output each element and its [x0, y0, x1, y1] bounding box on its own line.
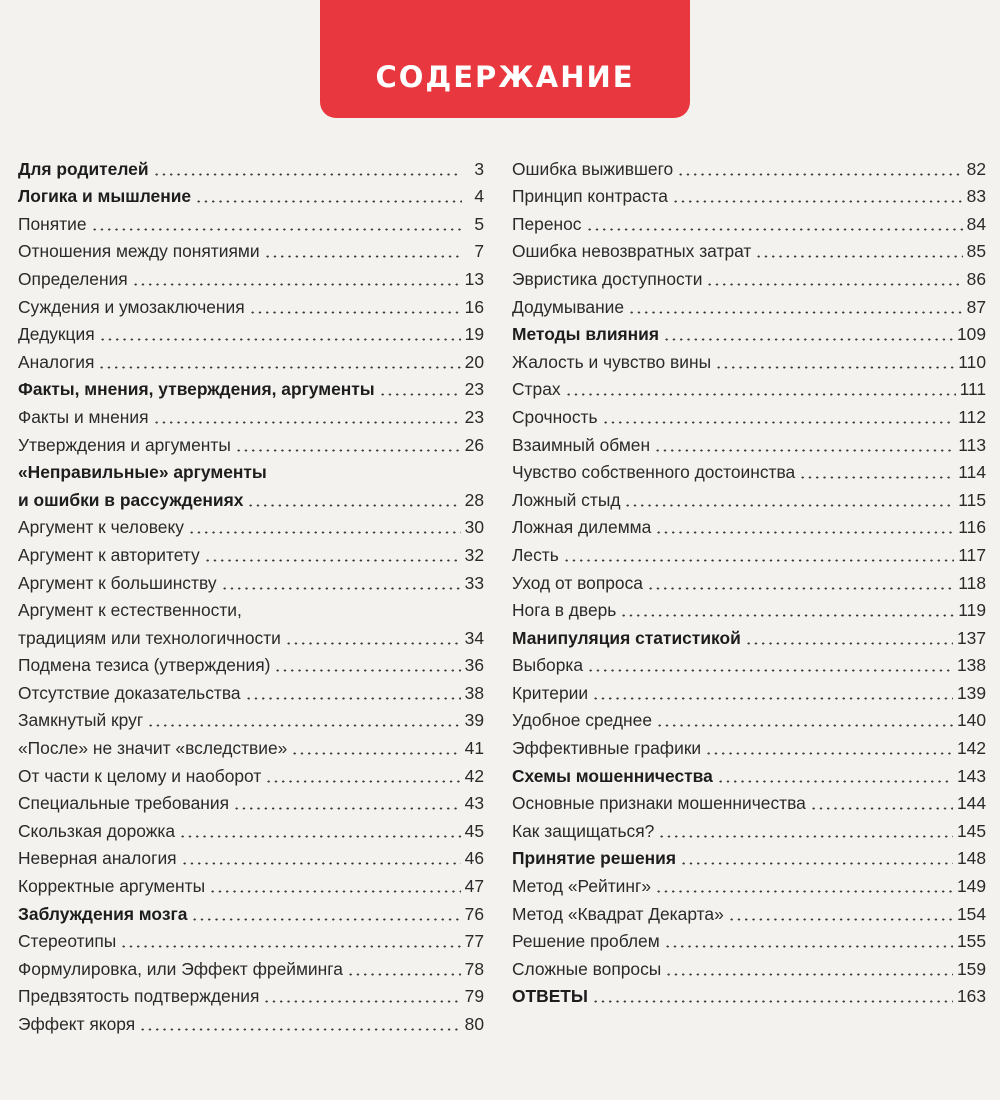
toc-page-number: 36: [464, 655, 484, 676]
toc-entry-label: Эффект якоря: [18, 1014, 136, 1034]
toc-page-number: 163: [956, 986, 986, 1007]
toc-entry-label: Уход от вопроса: [512, 572, 643, 593]
toc-entry-label: Лесть: [512, 544, 559, 565]
toc-entry-label: Аргумент к естественности,: [18, 600, 242, 621]
toc-page-number: 83: [966, 186, 986, 207]
toc-entry-label: Ложная дилемма: [512, 517, 652, 538]
dot-leader: [665, 973, 953, 976]
toc-entry-label: ОТВЕТЫ: [512, 986, 588, 1007]
toc-entry-label: Логика и мышление: [18, 186, 192, 207]
toc-entry-label: Основные признаки мошенничества: [512, 793, 806, 814]
dot-leader: [563, 559, 954, 562]
toc-entry-label: Специальные требования: [18, 793, 230, 814]
toc-entry-label: Удобное среднее: [512, 710, 652, 731]
toc-page-number: 143: [956, 765, 986, 786]
toc-entry: [18, 842, 484, 870]
toc-page-number: 111: [959, 379, 986, 400]
dot-leader: [663, 338, 953, 341]
toc-page-number: 79: [464, 986, 484, 1007]
page-title: СОДЕРЖАНИЕ: [375, 60, 635, 94]
toc-page-number: 26: [464, 434, 484, 455]
toc-entry: [512, 787, 986, 815]
toc-entry: [512, 511, 986, 539]
toc-right-column: [512, 152, 986, 1007]
toc-entry: [18, 621, 484, 649]
dot-leader: [745, 642, 953, 645]
toc-section-heading: [512, 759, 986, 787]
dot-leader: [274, 669, 460, 672]
toc-entry: [512, 566, 986, 594]
toc-section-heading: [512, 842, 986, 870]
dot-leader: [565, 393, 956, 396]
dot-leader: [592, 1000, 953, 1003]
toc-page-number: 33: [464, 572, 484, 593]
toc-entry: [512, 290, 986, 318]
toc-entry: [512, 483, 986, 511]
dot-leader: [728, 918, 953, 921]
toc-page-number: 119: [958, 600, 986, 621]
toc-page-number: 113: [958, 434, 986, 455]
toc-entry: [18, 925, 484, 953]
toc-page-number: 47: [464, 876, 484, 897]
toc-entry: [512, 400, 986, 428]
toc-entry: [512, 373, 986, 401]
dot-leader: [233, 807, 461, 810]
toc-entry: [512, 676, 986, 704]
toc-entry-label: Манипуляция статистикой: [512, 627, 741, 648]
toc-entry-label: Корректные аргументы: [18, 876, 206, 897]
dot-leader: [132, 283, 461, 286]
toc-entry: [18, 566, 484, 594]
toc-entry-label: Решение проблем: [512, 931, 660, 952]
toc-section-heading: [18, 897, 484, 925]
toc-page-number: 42: [464, 765, 484, 786]
toc-page-number: 19: [464, 324, 484, 345]
toc-entry: [18, 538, 484, 566]
toc-entry-label: Ошибка невозвратных затрат: [512, 241, 752, 262]
toc-entry: [18, 649, 484, 677]
toc-entry: [18, 980, 484, 1008]
toc-section-heading: [18, 373, 484, 401]
toc-entry-label: Отсутствие доказательства: [18, 682, 241, 703]
toc-page-number: 112: [958, 406, 986, 427]
toc-entry: [18, 511, 484, 539]
toc-entry-label: Подмена тезиса (утверждения): [18, 655, 271, 676]
toc-entry: [512, 897, 986, 925]
toc-page-number: 78: [464, 958, 484, 979]
toc-entry: [18, 787, 484, 815]
toc-page-number: 3: [474, 158, 484, 179]
title-banner: [320, 0, 690, 118]
dot-leader: [153, 173, 462, 176]
dot-leader: [235, 449, 461, 452]
dot-leader: [620, 614, 954, 617]
toc-entry-label: Эффективные графики: [512, 738, 702, 759]
dot-leader: [188, 531, 461, 534]
toc-entry: [18, 952, 484, 980]
dot-leader: [181, 862, 461, 865]
toc-entry-label: Ошибка выжившего: [512, 158, 674, 179]
dot-leader: [587, 669, 953, 672]
toc-page-number: 45: [464, 820, 484, 841]
toc-entry: [512, 180, 986, 208]
dot-leader: [98, 366, 460, 369]
toc-entry-label: Понятие: [18, 213, 87, 234]
toc-section-heading: [512, 621, 986, 649]
dot-leader: [715, 366, 954, 369]
toc-entry-label: Определения: [18, 268, 128, 289]
toc-page-number: 85: [966, 241, 986, 262]
toc-entry-label: Для родителей: [18, 158, 149, 179]
toc-page-number: 43: [464, 793, 484, 814]
toc-entry-label: Нога в дверь: [512, 600, 617, 621]
dot-leader: [195, 200, 462, 203]
toc-entry-label: Перенос: [512, 213, 582, 234]
toc-entry: [512, 152, 986, 180]
toc-entry: [18, 814, 484, 842]
toc-entry-label: Критерии: [512, 682, 589, 703]
toc-entry: [18, 759, 484, 787]
toc-page-number: 16: [464, 296, 484, 317]
toc-entry: [512, 262, 986, 290]
toc-entry-label: Срочность: [512, 406, 598, 427]
toc-entry-label: Неверная аналогия: [18, 848, 177, 869]
dot-leader: [656, 724, 953, 727]
toc-entry-label: Выборка: [512, 655, 584, 676]
toc-page-number: 23: [464, 406, 484, 427]
toc-page-number: 80: [464, 1014, 484, 1034]
toc-entry-label: Факты и мнения: [18, 406, 149, 427]
toc-entry-label: Сложные вопросы: [512, 958, 662, 979]
toc-page-number: 139: [956, 682, 986, 703]
dot-leader: [705, 752, 953, 755]
dot-leader: [717, 780, 953, 783]
toc-entry-label: Страх: [512, 379, 561, 400]
dot-leader: [755, 255, 962, 258]
toc-entry-label: Дедукция: [18, 324, 95, 345]
toc-page-number: 30: [464, 517, 484, 538]
dot-leader: [586, 228, 963, 231]
toc-entry-label: Утверждения и аргументы: [18, 434, 231, 455]
toc-entry: [512, 869, 986, 897]
toc-page-number: 114: [958, 462, 986, 483]
toc-entry: [18, 428, 484, 456]
dot-leader: [677, 173, 962, 176]
toc-page-number: 20: [464, 351, 484, 372]
toc-page-number: 77: [464, 931, 484, 952]
toc-entry-label: Скользкая дорожка: [18, 820, 176, 841]
toc-entry-label: Чувство собственного достоинства: [512, 462, 796, 483]
toc-entry: [512, 235, 986, 263]
toc-entry-label: Додумывание: [512, 296, 625, 317]
toc-entry-label: Факты, мнения, утверждения, аргументы: [18, 379, 375, 400]
dot-leader: [245, 697, 461, 700]
toc-section-heading: [512, 318, 986, 346]
toc-entry: [512, 538, 986, 566]
toc-page-number: 86: [966, 268, 986, 289]
toc-page-number: 23: [464, 379, 484, 400]
toc-section-heading: [18, 152, 484, 180]
toc-page-number: 87: [966, 296, 986, 317]
toc-entry-label: традициям или технологичности: [18, 627, 281, 648]
dot-leader: [147, 724, 460, 727]
toc-entry-label: Аналогия: [18, 351, 95, 372]
dot-leader: [706, 283, 962, 286]
toc-page-number: 109: [956, 324, 986, 345]
toc-section-heading: [18, 180, 484, 208]
toc-page-number: 148: [956, 848, 986, 869]
dot-leader: [204, 559, 461, 562]
dot-leader: [139, 1028, 460, 1031]
toc-page-number: 116: [958, 517, 986, 538]
toc-section-heading: [512, 980, 986, 1008]
toc-entry-continued: [18, 594, 484, 622]
toc-page-number: 39: [464, 710, 484, 731]
dot-leader: [264, 255, 462, 258]
toc-entry: [512, 814, 986, 842]
toc-page-number: 142: [956, 738, 986, 759]
toc-entry-label: Метод «Рейтинг»: [512, 876, 652, 897]
dot-leader: [602, 421, 955, 424]
toc-page-number: 82: [966, 158, 986, 179]
toc-entry-label: Замкнутый круг: [18, 710, 144, 731]
dot-leader: [379, 393, 461, 396]
toc-entry: [512, 704, 986, 732]
toc-page-number: 117: [958, 544, 986, 565]
toc-entry: [512, 207, 986, 235]
dot-leader: [647, 587, 954, 590]
toc-entry-label: «После» не значит «вследствие»: [18, 738, 288, 759]
dot-leader: [153, 421, 461, 424]
toc-page-number: 41: [464, 738, 484, 759]
toc-entry: [512, 428, 986, 456]
toc-entry-label: и ошибки в рассуждениях: [18, 489, 244, 510]
toc-page-number: 110: [958, 351, 986, 372]
toc-page-number: 159: [956, 958, 986, 979]
dot-leader: [680, 862, 953, 865]
dot-leader: [91, 228, 462, 231]
toc-page-number: 84: [966, 213, 986, 234]
toc-page-number: 5: [474, 213, 484, 234]
toc-page-number: 13: [464, 268, 484, 289]
toc-entry: [18, 731, 484, 759]
dot-leader: [654, 449, 954, 452]
toc-section-heading: [18, 483, 484, 511]
toc-entry-label: Принятие решения: [512, 848, 676, 869]
toc-entry: [512, 345, 986, 373]
toc-entry-continued: [18, 456, 484, 484]
toc-entry-label: Аргумент к человеку: [18, 517, 184, 538]
toc-entry: [18, 676, 484, 704]
dot-leader: [247, 504, 460, 507]
dot-leader: [265, 780, 460, 783]
dot-leader: [263, 1000, 460, 1003]
toc-page-number: 137: [956, 627, 986, 648]
toc-entry: [512, 731, 986, 759]
toc-page-number: 138: [956, 655, 986, 676]
dot-leader: [179, 835, 461, 838]
toc-entry-label: Формулировка, или Эффект фрейминга: [18, 958, 343, 979]
dot-leader: [191, 918, 460, 921]
toc-page-number: 154: [956, 903, 986, 924]
toc-entry-label: Принцип контраста: [512, 186, 668, 207]
dot-leader: [664, 945, 953, 948]
toc-entry-label: Схемы мошенничества: [512, 765, 713, 786]
toc-entry-label: Суждения и умозаключения: [18, 296, 245, 317]
toc-entry-label: Жалость и чувство вины: [512, 351, 712, 372]
toc-page-number: 115: [958, 489, 986, 510]
toc-entry-label: Отношения между понятиями: [18, 241, 260, 262]
toc-entry-label: Метод «Квадрат Декарта»: [512, 903, 724, 924]
toc-page-number: 155: [956, 931, 986, 952]
toc-entry: [18, 207, 484, 235]
toc-entry: [18, 345, 484, 373]
toc-page-number: 46: [464, 848, 484, 869]
dot-leader: [285, 642, 461, 645]
toc-entry-label: От части к целому и наоборот: [18, 765, 262, 786]
toc-page-number: 34: [464, 627, 484, 648]
toc-page-number: 7: [474, 241, 484, 262]
dot-leader: [658, 835, 953, 838]
toc-entry: [512, 925, 986, 953]
toc-entry: [18, 318, 484, 346]
toc-entry-label: Аргумент к авторитету: [18, 544, 200, 565]
toc-page-number: 118: [958, 572, 986, 593]
toc-entry: [512, 952, 986, 980]
dot-leader: [624, 504, 954, 507]
toc-entry: [512, 649, 986, 677]
toc-entry-label: Аргумент к большинству: [18, 572, 217, 593]
dot-leader: [655, 531, 954, 534]
toc-left-column: [18, 152, 484, 1035]
toc-entry-label: Эвристика доступности: [512, 268, 703, 289]
dot-leader: [672, 200, 963, 203]
toc-entry: [18, 235, 484, 263]
toc-entry-label: Предвзятость подтверждения: [18, 986, 260, 1007]
toc-page-number: 149: [956, 876, 986, 897]
toc-entry: [18, 1007, 484, 1035]
toc-entry-label: «Неправильные» аргументы: [18, 462, 267, 483]
dot-leader: [120, 945, 460, 948]
dot-leader: [592, 697, 953, 700]
toc-page-number: 38: [464, 682, 484, 703]
toc-entry: [512, 594, 986, 622]
toc-entry-label: Ложный стыд: [512, 489, 621, 510]
toc-page-number: 4: [474, 186, 484, 207]
dot-leader: [810, 807, 953, 810]
dot-leader: [799, 476, 954, 479]
dot-leader: [209, 890, 461, 893]
dot-leader: [655, 890, 953, 893]
toc-entry-label: Как защищаться?: [512, 820, 655, 841]
toc-page-number: 144: [956, 793, 986, 814]
dot-leader: [347, 973, 461, 976]
toc-entry: [18, 262, 484, 290]
toc-page-number: 28: [464, 489, 484, 510]
toc-entry: [512, 456, 986, 484]
dot-leader: [221, 587, 461, 590]
toc-entry-label: Стереотипы: [18, 931, 117, 952]
toc-entry: [18, 400, 484, 428]
toc-entry: [18, 869, 484, 897]
toc-entry-label: Методы влияния: [512, 324, 660, 345]
toc-page-number: 32: [464, 544, 484, 565]
dot-leader: [291, 752, 460, 755]
toc-entry: [18, 290, 484, 318]
toc-page-number: 76: [464, 903, 484, 924]
dot-leader: [249, 311, 461, 314]
toc-entry-label: Заблуждения мозга: [18, 903, 188, 924]
toc-page-number: 145: [956, 820, 986, 841]
dot-leader: [99, 338, 461, 341]
dot-leader: [628, 311, 963, 314]
toc-entry-label: Взаимный обмен: [512, 434, 651, 455]
toc-page-number: 140: [956, 710, 986, 731]
toc-entry: [18, 704, 484, 732]
